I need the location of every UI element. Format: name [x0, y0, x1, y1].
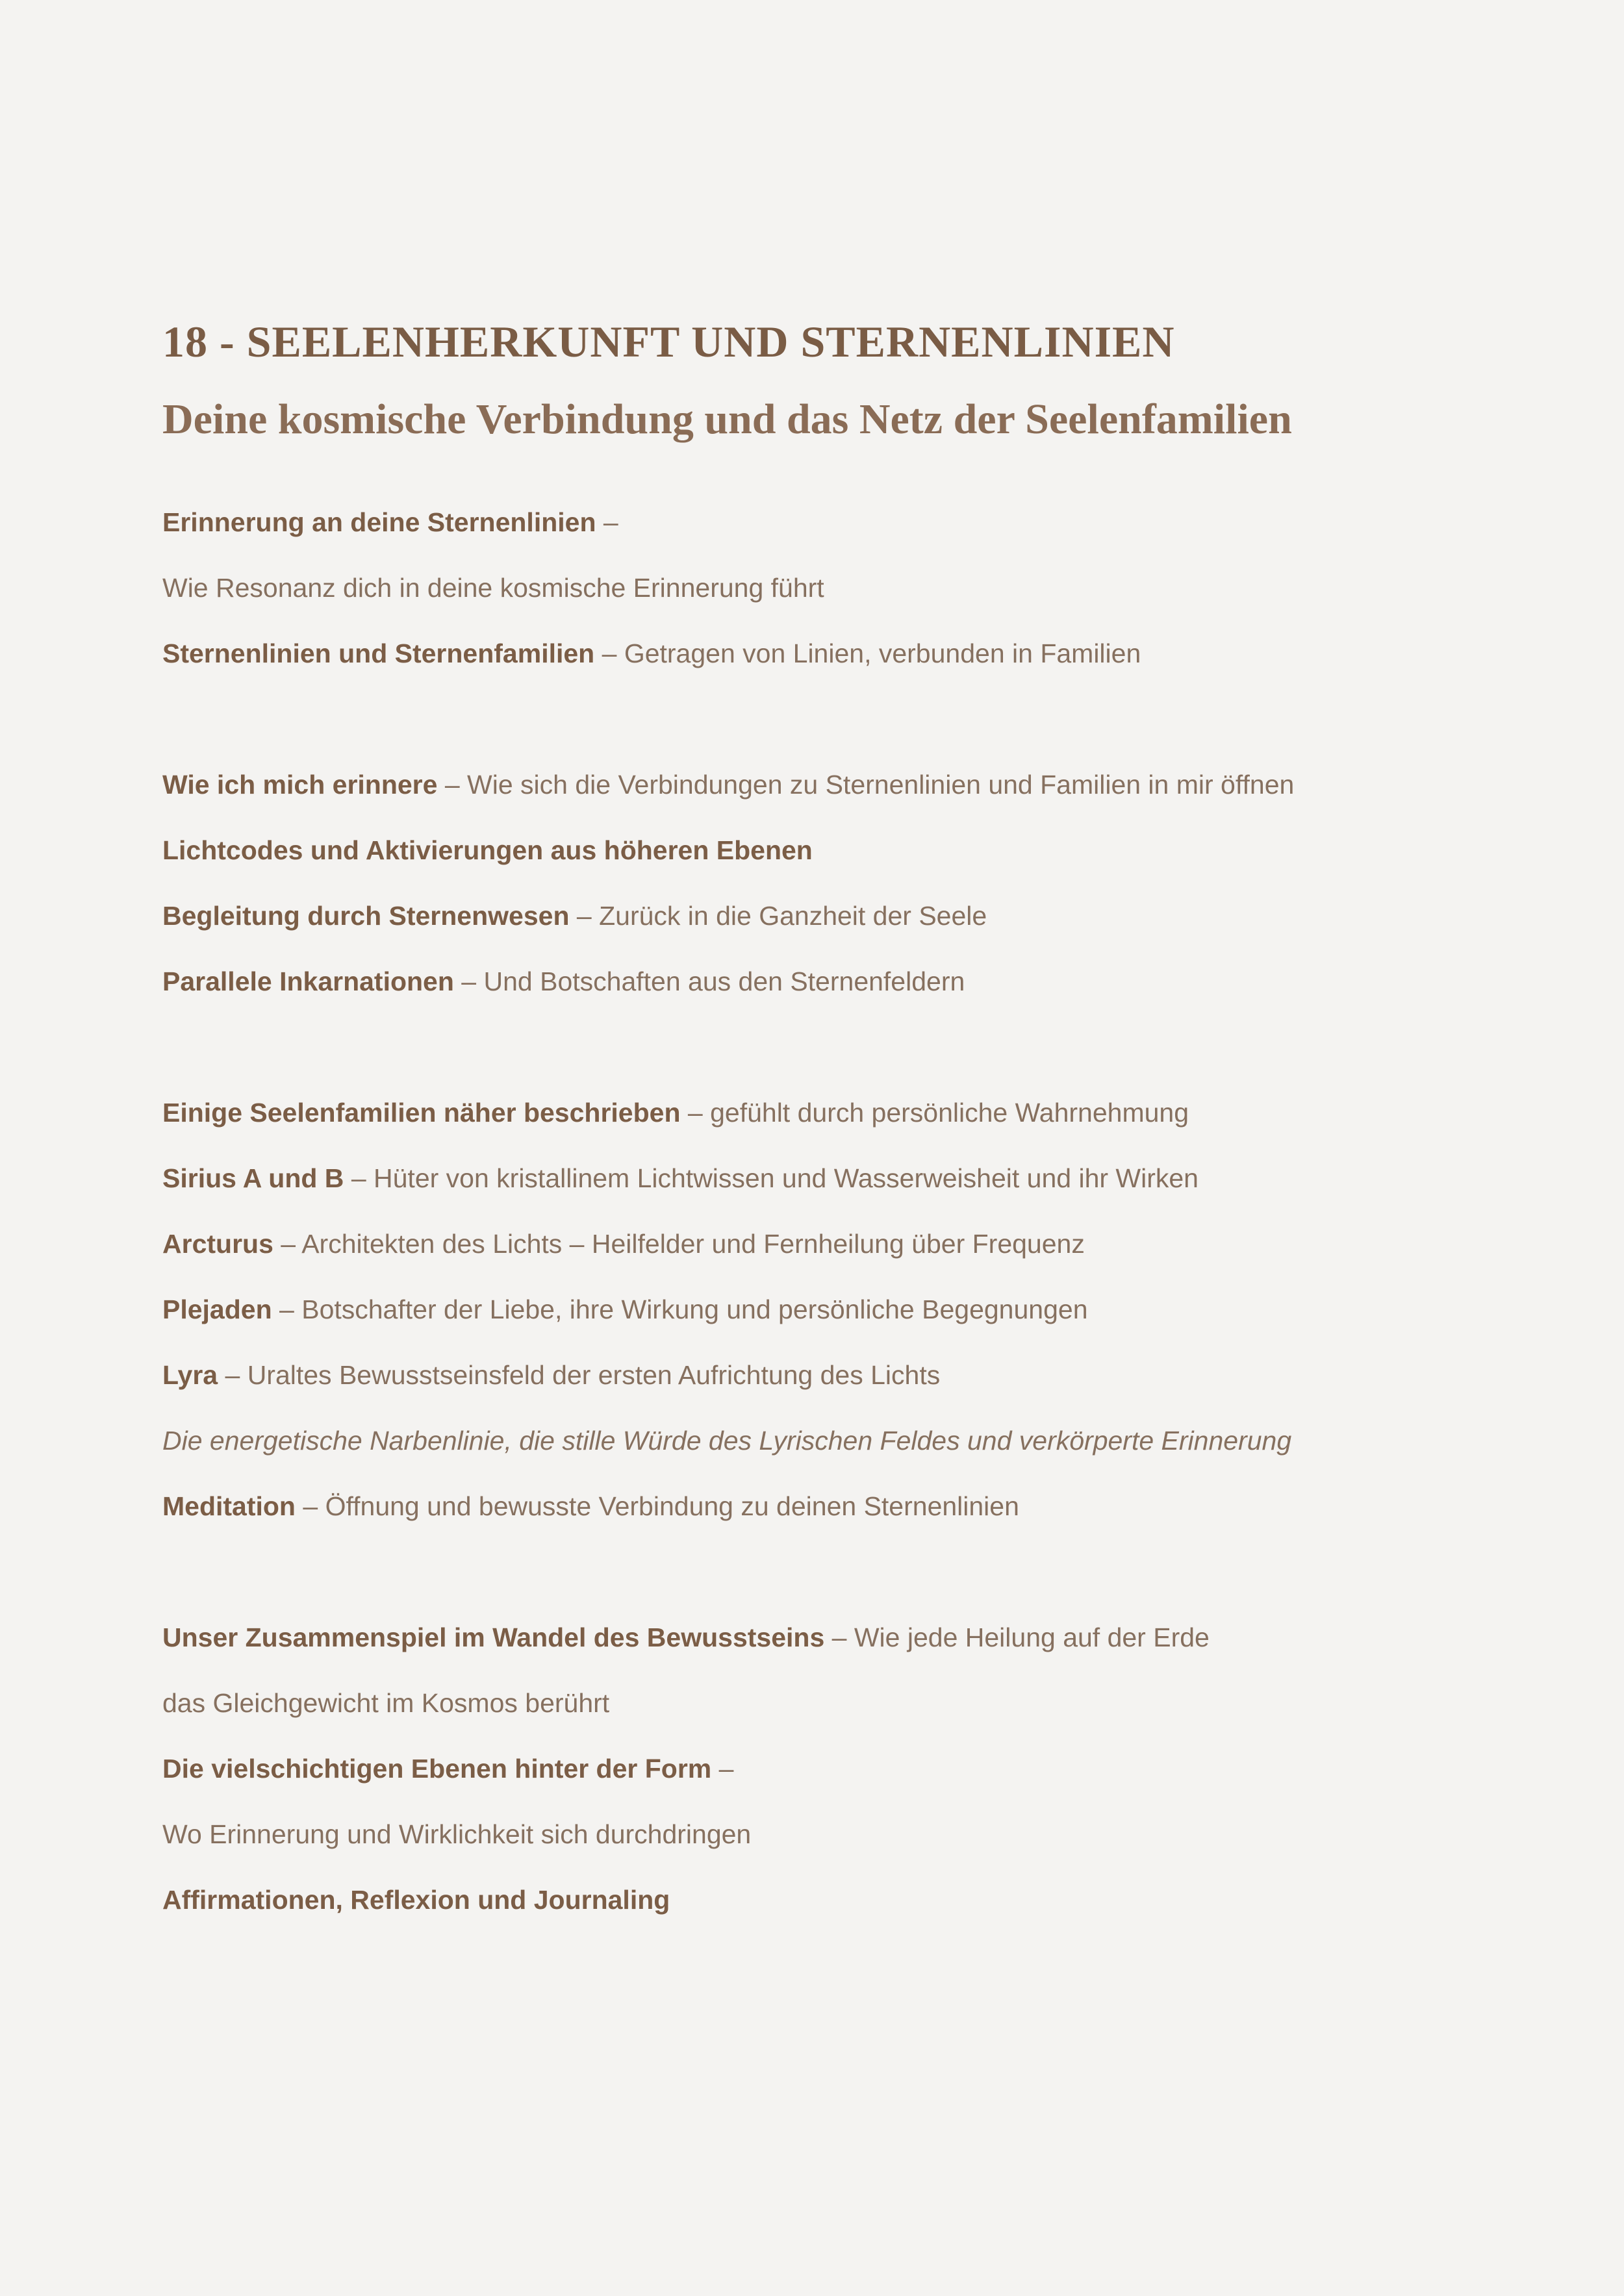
toc-line: [162, 1211, 1494, 1277]
toc-line-heading: Arcturus: [162, 1229, 273, 1259]
toc-line-text: Getragen von Linien, verbunden in Familien: [624, 638, 1141, 668]
toc-line-text: Die energetische Narbenlinie, die stille Würde des Lyrischen Feldes und verkörperte Erinnerung: [162, 1426, 1292, 1456]
toc-line-separator: –: [273, 1229, 302, 1259]
toc-line-separator: –: [680, 1098, 711, 1128]
toc-line-text: Architekten des Lichts – Heilfelder und Fernheilung über Frequenz: [301, 1229, 1085, 1259]
toc-line: [162, 1146, 1494, 1211]
toc-line-separator: –: [437, 770, 468, 800]
toc-line-heading: Einige Seelenfamilien näher beschrieben: [162, 1098, 681, 1128]
content-area: [162, 310, 1494, 1933]
toc-line-text: gefühlt durch persönliche Wahrnehmung: [710, 1098, 1189, 1128]
toc-line-heading: Meditation: [162, 1491, 296, 1521]
toc-line-heading: Begleitung durch Sternenwesen: [162, 901, 570, 931]
toc-line-heading: Unser Zusammenspiel im Wandel des Bewusstseins: [162, 1622, 825, 1652]
toc-line-text: Wo Erinnerung und Wirklichkeit sich durchdringen: [162, 1819, 752, 1849]
toc-line: [162, 1671, 1494, 1736]
chapter-title: 18 - SEELENHERKUNFT UND STERNENLINIEN: [162, 317, 1175, 366]
toc-line: [162, 1474, 1494, 1539]
toc-line-heading: Lyra: [162, 1360, 218, 1390]
toc-line-separator: –: [596, 507, 618, 537]
toc-line-text: Öffnung und bewusste Verbindung zu deinen Sternenlinien: [325, 1491, 1019, 1521]
toc-line-text: Wie sich die Verbindungen zu Sternenlinien und Familien in mir öffnen: [467, 770, 1295, 800]
section-spacer: [162, 1015, 1494, 1080]
chapter-subtitle: Deine kosmische Verbindung und das Netz der Seelenfamilien: [162, 396, 1292, 443]
toc-line-separator: –: [344, 1163, 374, 1193]
section-spacer: [162, 687, 1494, 752]
toc-line: [162, 1080, 1494, 1146]
toc-line: [162, 555, 1494, 621]
toc-line-heading: Affirmationen, Reflexion und Journaling: [162, 1885, 670, 1915]
toc-line-separator: –: [824, 1622, 854, 1652]
toc-line-heading: Die vielschichtigen Ebenen hinter der Form: [162, 1754, 712, 1784]
table-of-contents: [162, 490, 1494, 1933]
section-spacer: [162, 1539, 1494, 1605]
toc-line-text: Hüter von kristallinem Lichtwissen und Wasserweisheit und ihr Wirken: [374, 1163, 1199, 1193]
toc-line: [162, 1736, 1494, 1802]
toc-line-text: Zurück in die Ganzheit der Seele: [599, 901, 987, 931]
toc-line: [162, 818, 1494, 883]
toc-line-heading: Lichtcodes und Aktivierungen aus höheren Ebenen: [162, 835, 813, 865]
toc-line-text: Wie Resonanz dich in deine kosmische Erinnerung führt: [162, 573, 824, 603]
toc-line-text: Wie jede Heilung auf der Erde: [854, 1622, 1210, 1652]
toc-line-text: Botschafter der Liebe, ihre Wirkung und persönliche Begegnungen: [301, 1294, 1088, 1324]
toc-line: [162, 1277, 1494, 1343]
toc-line: [162, 490, 1494, 555]
toc-line-separator: –: [218, 1360, 247, 1390]
toc-line-text: Uraltes Bewusstseinsfeld der ersten Aufrichtung des Lichts: [247, 1360, 941, 1390]
toc-line: [162, 883, 1494, 949]
toc-line: [162, 752, 1494, 818]
toc-line-separator: –: [594, 638, 624, 668]
toc-line: [162, 1802, 1494, 1867]
toc-line-text: das Gleichgewicht im Kosmos berührt: [162, 1688, 610, 1718]
toc-line: [162, 1343, 1494, 1408]
toc-line: [162, 949, 1494, 1015]
toc-line-heading: Sirius A und B: [162, 1163, 344, 1193]
toc-line-separator: –: [453, 966, 484, 996]
toc-line-separator: –: [272, 1294, 302, 1324]
toc-line: [162, 1867, 1494, 1933]
toc-line-heading: Plejaden: [162, 1294, 272, 1324]
toc-line-separator: –: [295, 1491, 325, 1521]
toc-line: [162, 621, 1494, 687]
toc-line-heading: Erinnerung an deine Sternenlinien: [162, 507, 596, 537]
toc-line: [162, 1605, 1494, 1671]
toc-line: [162, 1408, 1494, 1474]
toc-line-heading: Parallele Inkarnationen: [162, 966, 454, 996]
toc-line-separator: –: [711, 1754, 734, 1784]
toc-line-heading: Sternenlinien und Sternenfamilien: [162, 638, 595, 668]
toc-line-heading: Wie ich mich erinnere: [162, 770, 438, 800]
toc-line-text: Und Botschaften aus den Sternenfeldern: [483, 966, 965, 996]
toc-line-separator: –: [569, 901, 600, 931]
